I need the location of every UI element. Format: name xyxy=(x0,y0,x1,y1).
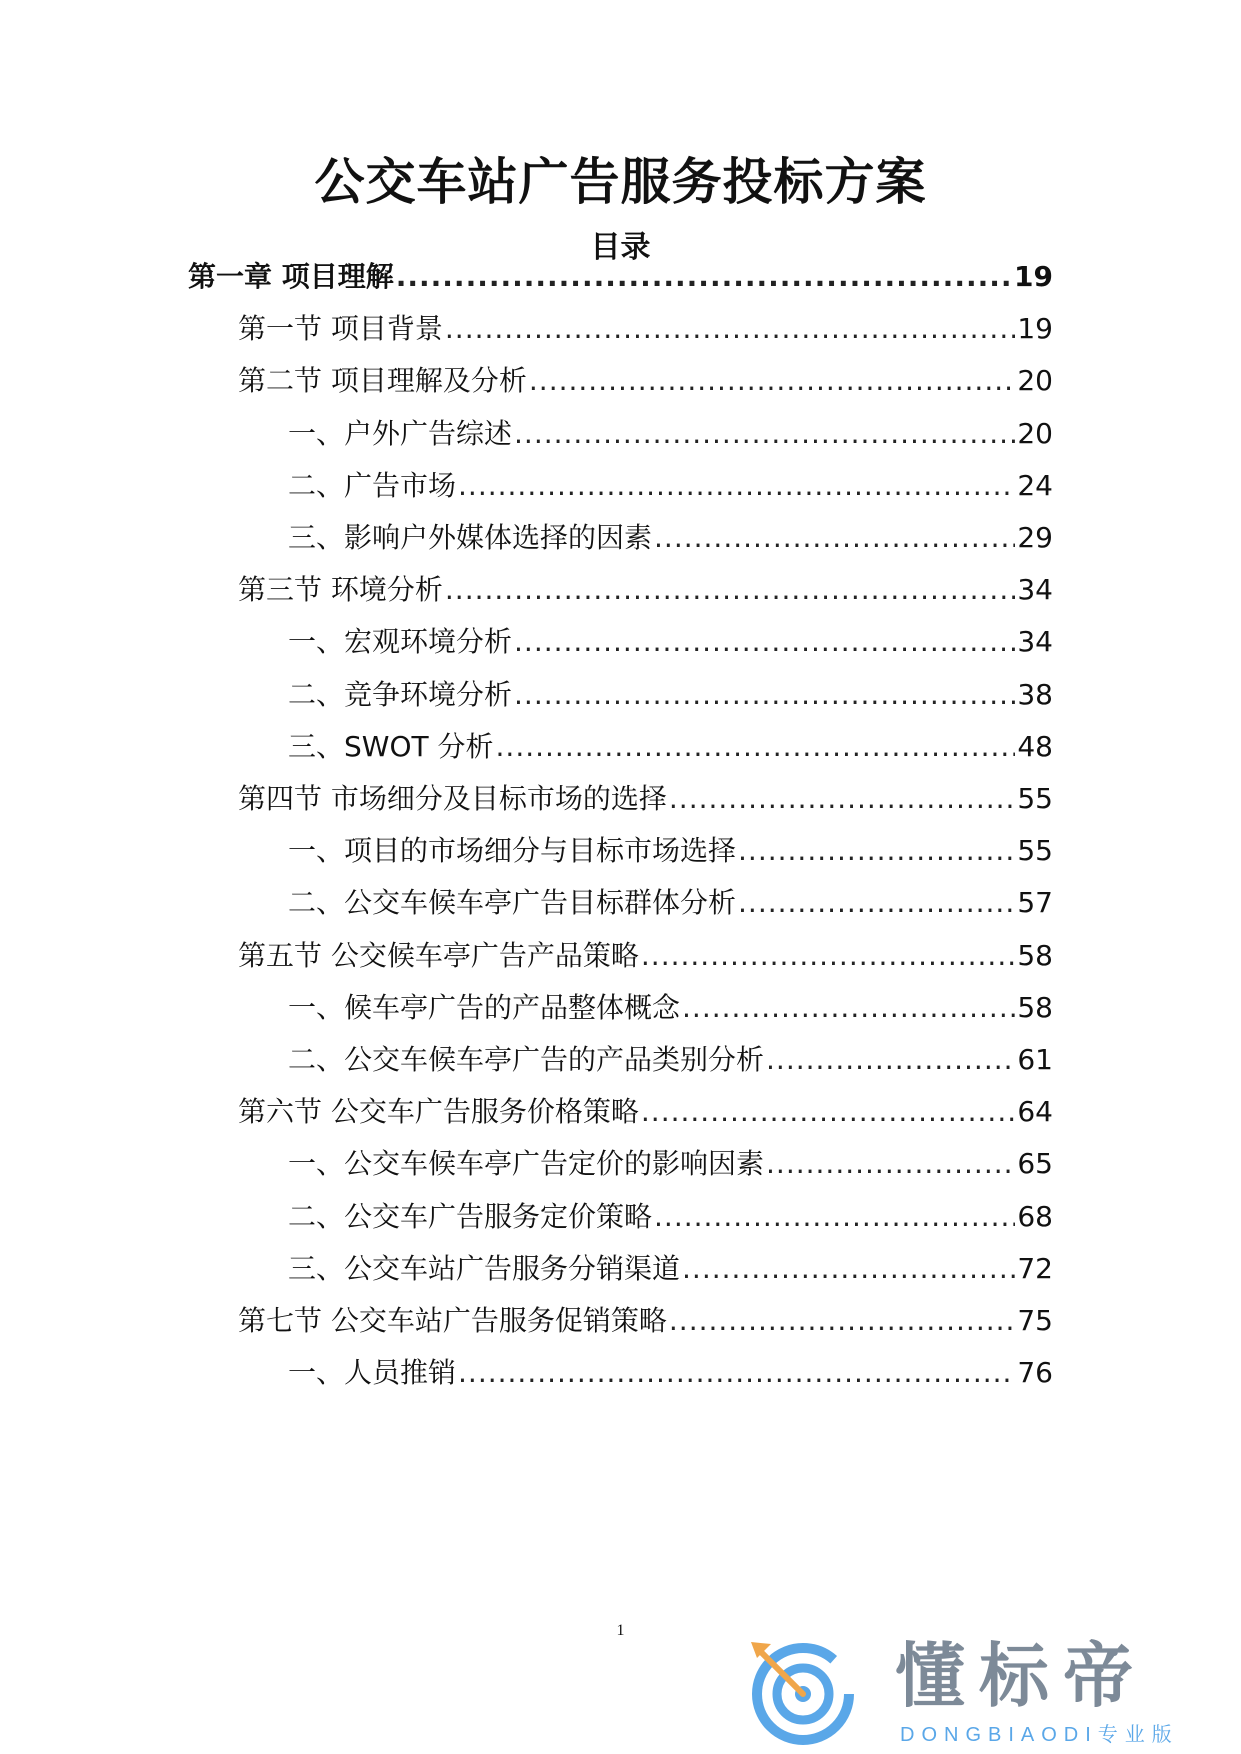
toc-entry-page: 72 xyxy=(1017,1251,1053,1285)
toc-entry-title: 一、公交车候车亭广告定价的影响因素 xyxy=(288,1147,765,1181)
toc-leader-dots xyxy=(766,1144,1015,1184)
toc-entry-page: 76 xyxy=(1017,1356,1053,1390)
toc-entry-page: 24 xyxy=(1017,468,1053,502)
toc-entry-title: 第七节 公交车站广告服务促销策略 xyxy=(238,1304,667,1337)
toc-entry-page: 57 xyxy=(1017,886,1053,920)
watermark-subtitle: DONGBIAODI专业版 xyxy=(900,1724,1179,1746)
toc-entry[interactable] xyxy=(288,727,1053,767)
toc-entry-page: 61 xyxy=(1017,1043,1053,1076)
toc-heading: 目录 xyxy=(590,230,651,265)
toc-entry-title: 三、SWOT 分析 xyxy=(288,729,494,763)
toc-entry-title: 第三节 环境分析 xyxy=(238,573,443,607)
toc-entry-title: 第四节 市场细分及目标市场的选择 xyxy=(238,782,667,815)
toc-leader-dots xyxy=(654,1197,1015,1237)
toc-leader-dots xyxy=(445,309,1015,349)
toc-entry[interactable] xyxy=(288,466,1053,506)
toc-entry-title: 第一章 项目理解 xyxy=(188,260,394,293)
watermark-brand: 懂标帝 xyxy=(895,1635,1147,1717)
toc-entry[interactable] xyxy=(238,1301,1053,1341)
toc-entry-page: 19 xyxy=(1017,312,1053,346)
toc-entry-page: 34 xyxy=(1017,625,1053,659)
toc-entry-page: 58 xyxy=(1017,990,1053,1024)
toc-entry[interactable] xyxy=(238,570,1053,610)
toc-entry-page: 64 xyxy=(1017,1095,1053,1129)
toc-entry-title: 三、影响户外媒体选择的因素 xyxy=(288,521,653,554)
toc-entry[interactable] xyxy=(288,414,1053,454)
toc-entry-title: 第一节 项目背景 xyxy=(238,312,443,346)
toc-entry-page: 55 xyxy=(1017,834,1053,868)
toc-leader-dots xyxy=(445,570,1015,610)
toc-entry[interactable] xyxy=(238,1092,1053,1132)
toc-leader-dots xyxy=(514,675,1015,715)
toc-entry[interactable] xyxy=(238,309,1053,349)
toc-entry-page: 34 xyxy=(1017,573,1053,607)
toc-entry-page: 19 xyxy=(1014,260,1053,293)
toc-entry-title: 第五节 公交候车亭广告产品策略 xyxy=(238,938,639,972)
toc-entry[interactable] xyxy=(288,1353,1053,1393)
toc-entry[interactable] xyxy=(288,1144,1053,1184)
toc-entry[interactable] xyxy=(238,936,1053,976)
toc-leader-dots xyxy=(529,361,1015,401)
toc-leader-dots xyxy=(496,727,1016,767)
toc-entry[interactable] xyxy=(288,1249,1053,1289)
toc-entry-page: 20 xyxy=(1017,364,1053,398)
page-number: 1 xyxy=(616,1622,625,1639)
toc-entry-title: 一、候车亭广告的产品整体概念 xyxy=(288,990,681,1024)
toc-leader-dots xyxy=(641,1092,1015,1132)
toc-entry[interactable] xyxy=(238,779,1053,819)
toc-entry-title: 二、竞争环境分析 xyxy=(288,677,513,711)
toc-entry-page: 65 xyxy=(1017,1147,1053,1181)
toc-leader-dots xyxy=(766,1040,1015,1080)
toc-entry-page: 48 xyxy=(1017,729,1053,763)
toc-leader-dots xyxy=(669,1301,1015,1341)
toc-entry[interactable] xyxy=(288,518,1053,558)
toc-entry-title: 二、公交车候车亭广告的产品类别分析 xyxy=(288,1043,765,1076)
toc-entry-page: 68 xyxy=(1017,1199,1053,1233)
toc-entry-title: 二、广告市场 xyxy=(288,468,457,502)
toc-entry-page: 20 xyxy=(1017,416,1053,450)
toc-entry[interactable] xyxy=(288,831,1053,871)
toc-entry-title: 第六节 公交车广告服务价格策略 xyxy=(238,1095,639,1129)
toc-entry[interactable] xyxy=(288,988,1053,1028)
toc-leader-dots xyxy=(738,883,1015,923)
toc-leader-dots xyxy=(458,466,1015,506)
document-title: 公交车站广告服务投标方案 xyxy=(314,153,927,211)
toc-entry-title: 二、公交车广告服务定价策略 xyxy=(288,1199,653,1233)
toc-leader-dots xyxy=(669,779,1015,819)
toc-entry-page: 58 xyxy=(1017,938,1053,972)
toc-entry-title: 一、项目的市场细分与目标市场选择 xyxy=(288,834,737,868)
toc-entry-page: 38 xyxy=(1017,677,1053,711)
toc-leader-dots xyxy=(514,622,1015,662)
toc-leader-dots xyxy=(458,1353,1015,1393)
toc-entry[interactable] xyxy=(188,257,1053,297)
toc-leader-dots xyxy=(641,936,1015,976)
toc-entry[interactable] xyxy=(238,361,1053,401)
toc-entry-page: 55 xyxy=(1017,782,1053,815)
toc-entry-title: 一、人员推销 xyxy=(288,1356,457,1390)
toc-leader-dots xyxy=(738,831,1015,871)
toc-entry[interactable] xyxy=(288,675,1053,715)
toc-entry[interactable] xyxy=(288,883,1053,923)
toc-leader-dots xyxy=(654,518,1015,558)
toc-entry-title: 第二节 项目理解及分析 xyxy=(238,364,527,398)
toc-leader-dots xyxy=(396,257,1012,297)
toc-leader-dots xyxy=(514,414,1015,454)
toc-entry-page: 75 xyxy=(1017,1304,1053,1337)
toc-entry[interactable] xyxy=(288,1197,1053,1237)
toc-entry-page: 29 xyxy=(1017,521,1053,554)
toc-entry[interactable] xyxy=(288,1040,1053,1080)
toc-entry-title: 二、公交车候车亭广告目标群体分析 xyxy=(288,886,737,920)
toc-leader-dots xyxy=(682,1249,1015,1289)
toc-entry-title: 三、公交车站广告服务分销渠道 xyxy=(288,1251,681,1285)
target-arrow-icon xyxy=(745,1630,865,1750)
toc-leader-dots xyxy=(682,988,1015,1028)
toc-entry-title: 一、宏观环境分析 xyxy=(288,625,513,659)
watermark xyxy=(745,1630,1225,1750)
toc-entry-title: 一、户外广告综述 xyxy=(288,416,513,450)
toc-entry[interactable] xyxy=(288,622,1053,662)
